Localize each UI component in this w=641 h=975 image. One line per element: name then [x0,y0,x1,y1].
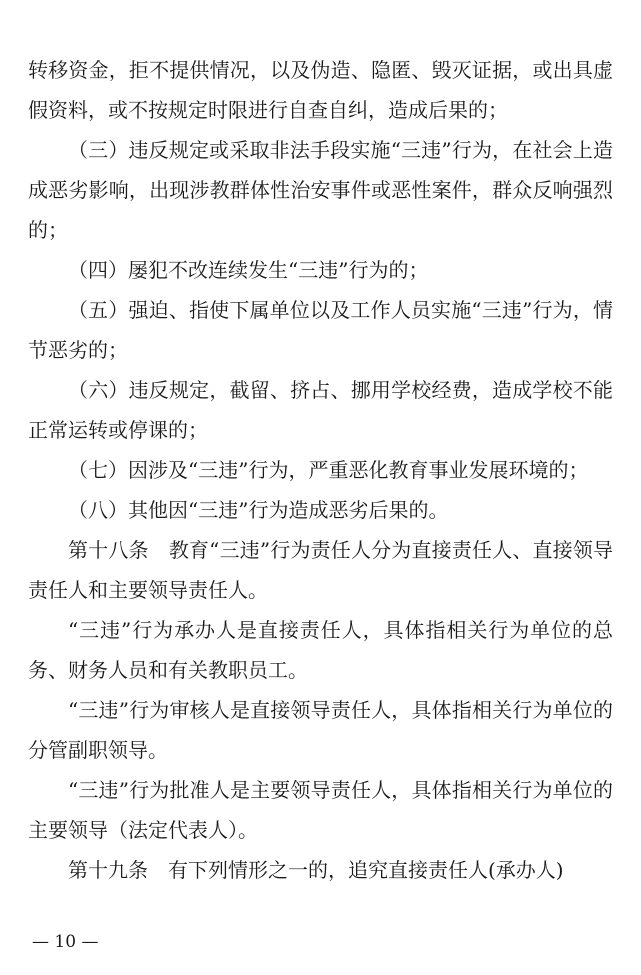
paragraph-item-5: （五）强迫、指使下属单位以及工作人员实施“三违”行为，情节恶劣的； [28,298,613,362]
paragraph-item-7: （七）因涉及“三违”行为，严重恶化教育事业发展环境的； [68,458,589,482]
paragraph-item-4: （四）屡犯不改连续发生“三违”行为的； [68,258,429,282]
article-18: 第十八条 教育“三违”行为责任人分为直接责任人、直接领导责任人和主要领导责任人。 [28,538,613,602]
paragraph-item-3: （三）违反规定或采取非法手段实施“三违”行为，在社会上造成恶劣影响，出现涉教群体性治安事件或恶性案件，群众反响强烈的； [28,138,613,242]
paragraph-direct-leader: “三违”行为审核人是直接领导责任人，具体指相关行为单位的分管副职领导。 [28,698,613,762]
page-number: — 10 — [32,932,99,952]
article-19: 第十九条 有下列情形之一的，追究直接责任人(承办人) [68,858,564,882]
paragraph-1: 转移资金，拒不提供情况，以及伪造、隐匿、毁灭证据，或出具虚假资料，或不按规定时限进行自查自纠，造成后果的； [28,58,613,122]
paragraph-direct-responsible: “三违”行为承办人是直接责任人，具体指相关行为单位的总务、财务人员和有关教职员工。 [28,618,613,682]
paragraph-item-8: （八）其他因“三违”行为造成恶劣后果的。 [68,498,449,522]
paragraph-item-6: （六）违反规定，截留、挤占、挪用学校经费，造成学校不能正常运转或停课的； [28,378,613,442]
paragraph-main-leader: “三违”行为批准人是主要领导责任人，具体指相关行为单位的主要领导（法定代表人）。 [28,778,613,842]
document-page [28,50,613,890]
